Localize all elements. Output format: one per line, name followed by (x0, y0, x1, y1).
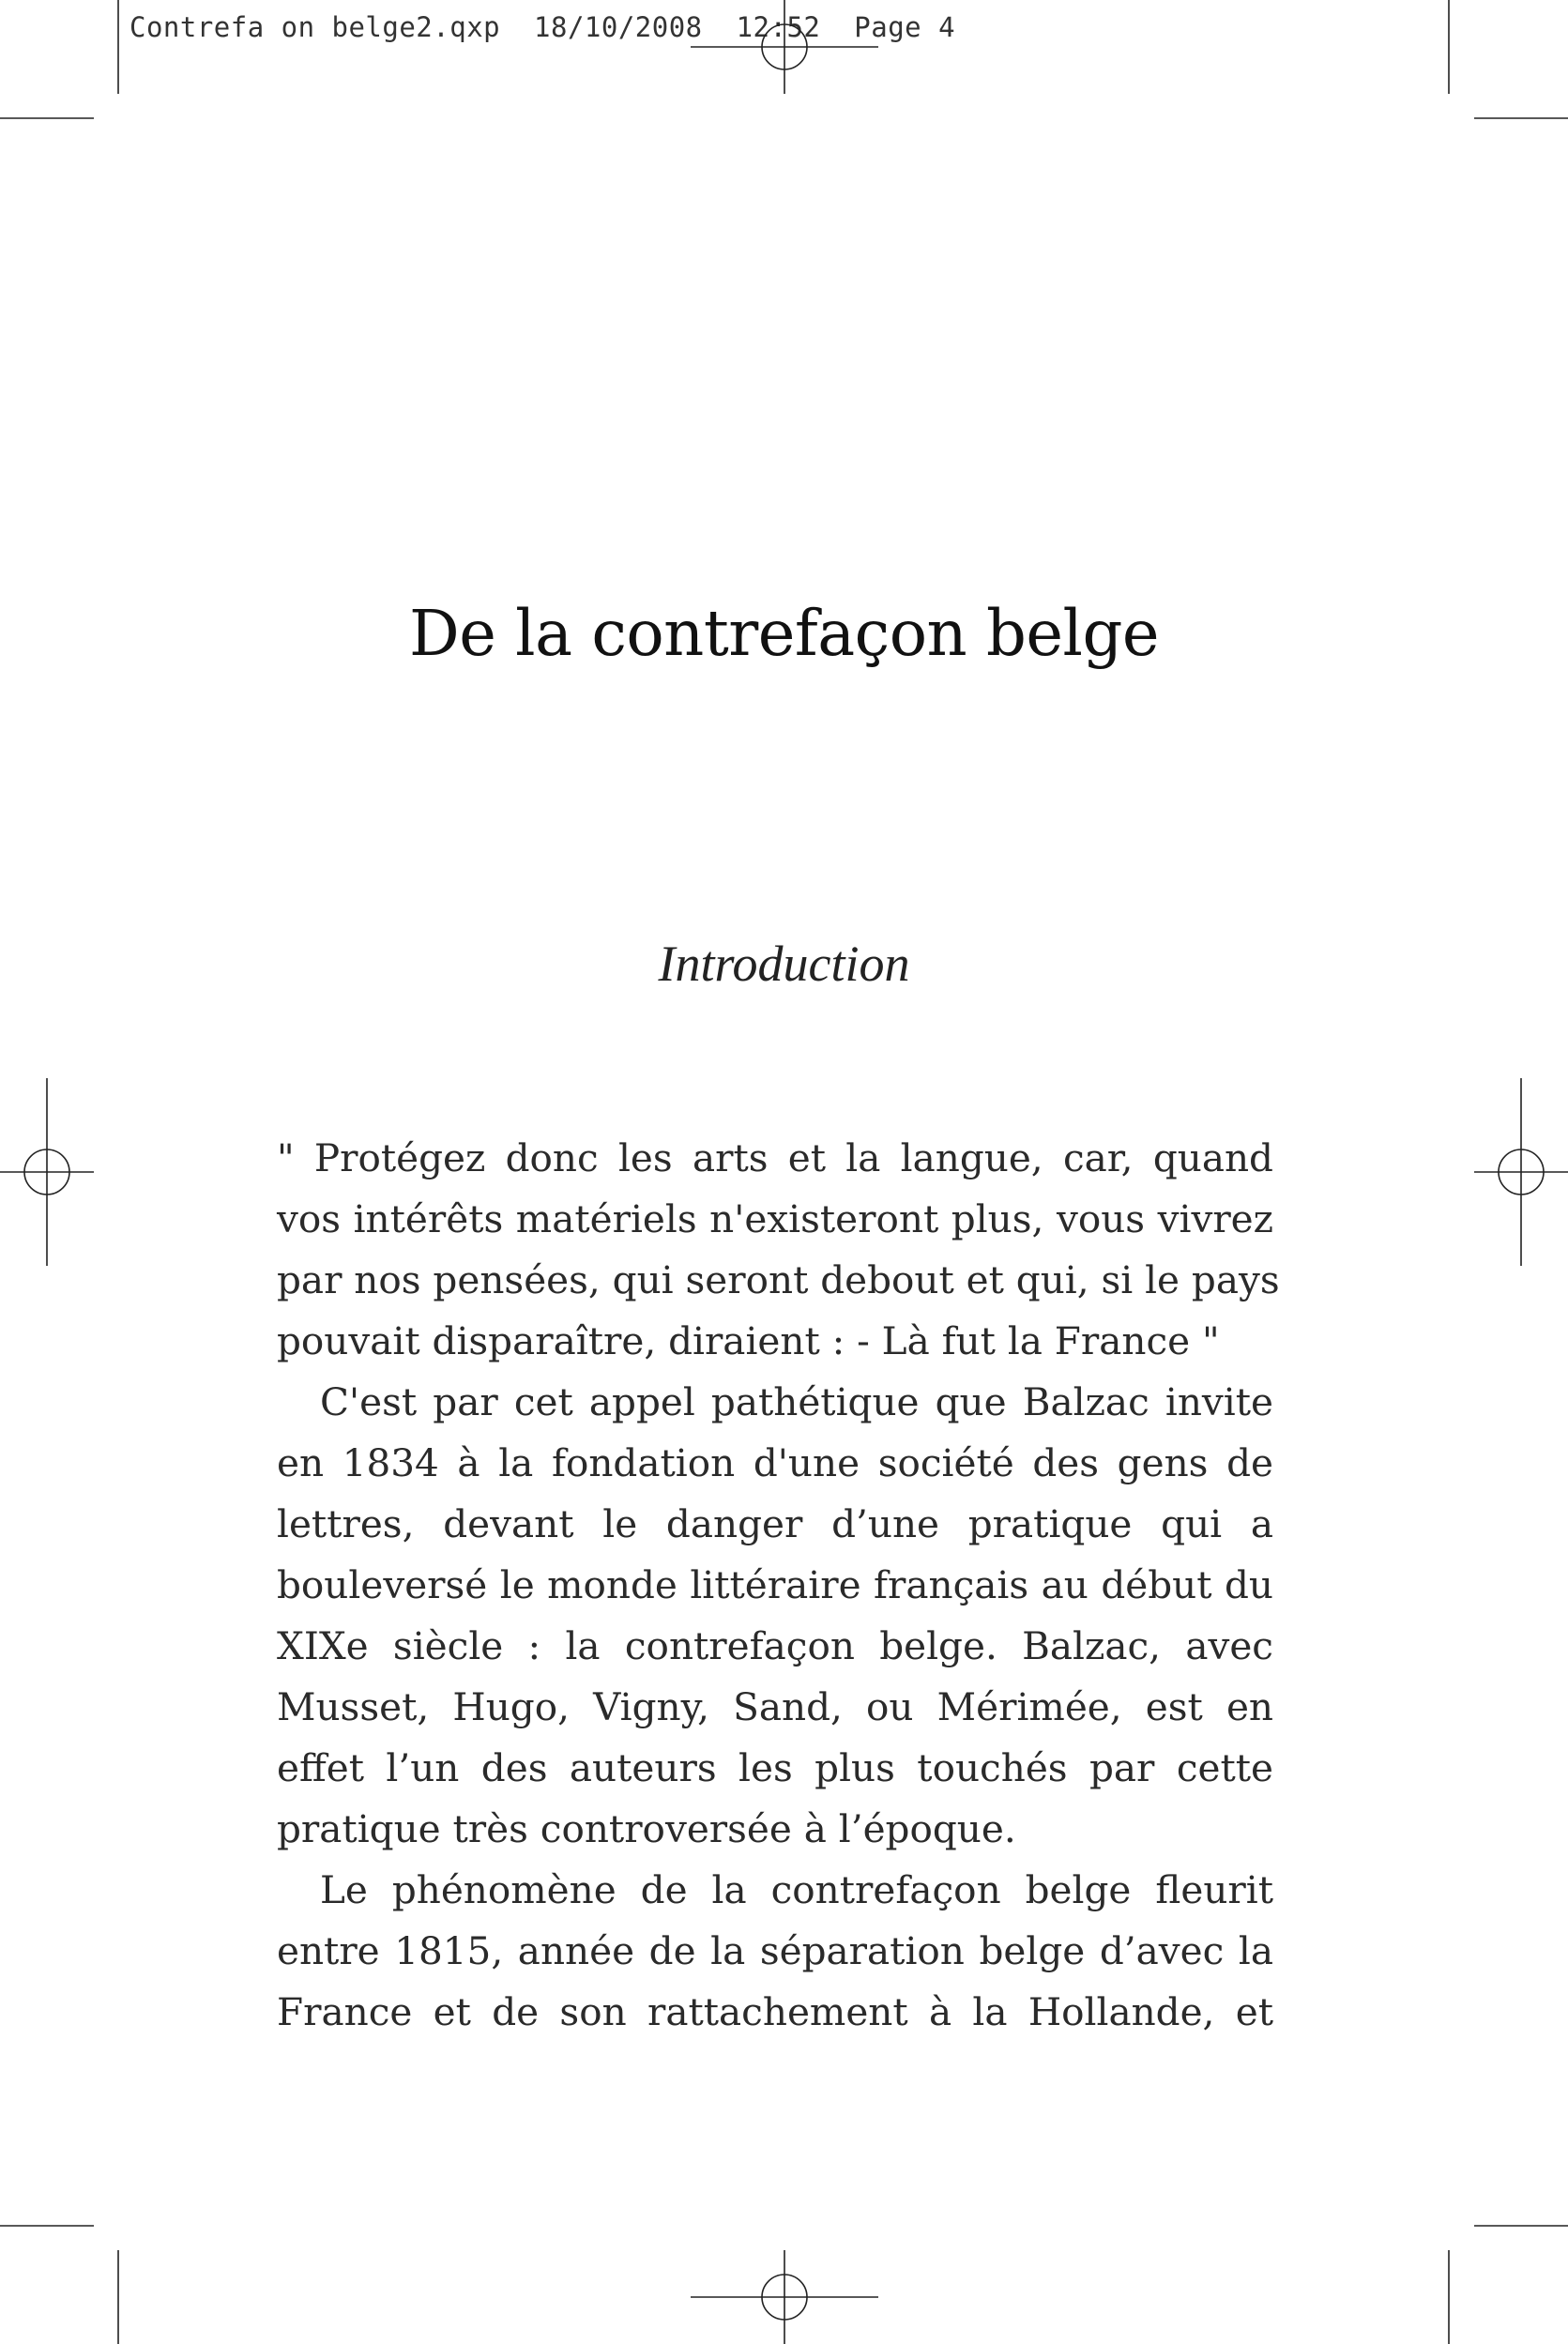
registration-mark-bottom (691, 2250, 878, 2344)
registration-mark-left (0, 1078, 94, 1266)
text-line: " Protégez donc les arts et la langue, car, quand (277, 1135, 1273, 1180)
slug-time: 12:52 (736, 11, 821, 43)
text-line: Musset, Hugo, Vigny, Sand, ou Mérimée, est en (277, 1684, 1273, 1729)
section-heading: Introduction (658, 936, 910, 992)
text-line: XIXe siècle : la contrefaçon belge. Balzac, avec (277, 1623, 1273, 1668)
text-line: C'est par cet appel pathétique que Balzac invite (320, 1379, 1273, 1424)
text-line: vos intérêts matériels n'existeront plus, vous vivrez (277, 1196, 1273, 1241)
text-line: bouleversé le monde littéraire français au début du (277, 1562, 1273, 1607)
text-line: pouvait disparaître, diraient : - Là fut la France " (277, 1318, 1220, 1363)
text-line: effet l’un des auteurs les plus touchés par cette (277, 1745, 1273, 1790)
text-line: en 1834 à la fondation d'une société des gens de (277, 1440, 1273, 1485)
text-line: lettres, devant le danger d’une pratique qui a (277, 1501, 1273, 1546)
registration-mark-top (691, 0, 878, 94)
paragraph-quote (277, 1128, 1280, 1372)
text-line: entre 1815, année de la séparation belge d’avec la (277, 1928, 1273, 1973)
slug-date: 18/10/2008 (534, 11, 703, 43)
paragraph-balzac (277, 1372, 1273, 1860)
text-line: par nos pensées, qui seront debout et qui, si le pays (277, 1257, 1280, 1302)
registration-mark-right (1474, 1078, 1568, 1266)
text-line: Le phénomène de la contrefaçon belge fleurit (320, 1867, 1273, 1912)
text-line: France et de son rattachement à la Hollande, et (277, 1989, 1273, 2034)
chapter-title: De la contrefaçon belge (408, 597, 1159, 670)
paragraph-phenomenon (277, 1860, 1273, 2043)
slug-page: Page 4 (854, 11, 956, 43)
body-text (277, 1128, 1280, 2043)
text-line: pratique très controversée à l’époque. (277, 1806, 1016, 1851)
slug-filename: Contrefa on belge2.qxp (129, 11, 501, 43)
